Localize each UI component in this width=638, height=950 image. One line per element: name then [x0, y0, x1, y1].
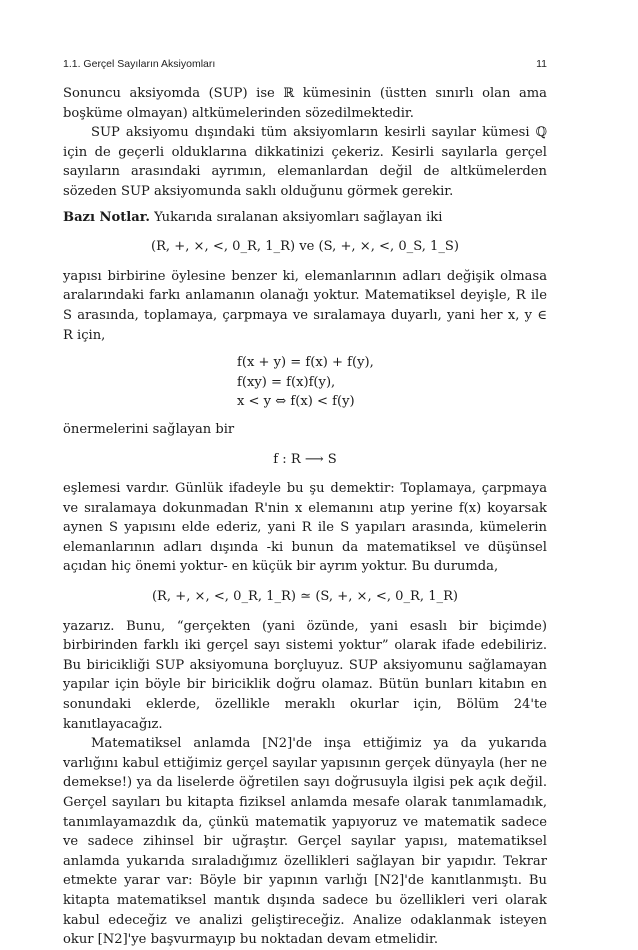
paragraph-notes — [63, 208, 547, 228]
paragraph-structure: yapısı birbirine öylesine benzer ki, elemanlarının adları değişik olmasa aralarındaki farkı anlamanın olanağı yoktur. Matematiksel deyişle, R ile S arasında, toplamaya, çarpmaya ve sıralamaya duyarlı, yani her x, y ∈ R için, — [63, 268, 547, 343]
equation-order: x < y ⇔ f(x) < f(y) — [237, 394, 355, 410]
display-structures: (R, +, ×, <, 0_R, 1_R) ve (S, +, ×, <, 0_S, 1_S) — [150, 239, 460, 255]
notes-heading: Bazı Notlar. — [63, 209, 150, 225]
paragraph-rational: SUP aksiyomu dışındaki tüm aksiyomların kesirli sayılar kümesi ℚ için de geçerli olduklarına dikkatinizi çekeriz. Kesirli sayılarla gerçel sayıların arasındaki ayrımın, elemanlardan değil de altkümelerden sözeden SUP aksiyomunda saklı olduğunu görmek gerekir. — [63, 125, 547, 199]
equation-additive: f(x + y) = f(x) + f(y), — [237, 355, 374, 371]
paragraph-mapping: eşlemesi vardır. Günlük ifadeyle bu şu demektir: Toplamaya, çarpmaya ve sıralamaya dokunmadan R'nin x elemanını atıp yerine f(x) koyarsak aynen S yapısını elde ederiz, yani R ile S yapıları arasında, kümelerin elemanlarının adları dışında -ki bunun da matematiksel ve düşünsel açıdan hiç önemi yoktur- en küçük bir ayrım yoktur. Bu durumda, — [63, 481, 547, 575]
notes-intro: Yukarıda sıralanan aksiyomları sağlayan iki — [154, 209, 443, 225]
page-number: 11 — [536, 58, 547, 70]
paragraph-uniqueness: yazarız. Bunu, “gerçekten (yani özünde, yani esaslı bir biçimde) birbirinden farklı iki gerçel sayı sistemi yoktur” olarak ifade edebiliriz. Bu biricikliği SUP aksiyomuna borçluyuz. SUP aksiyomunu sağlamayan yapılar için böyle bir biriciklik doğru olamaz. Bütün bunları kitabın en sonundaki eklerde, özellikle meraklı okurlar için, Bölüm 24'te kanıtlayacağız. — [63, 618, 547, 732]
display-map: f : R ⟶ S — [273, 451, 337, 467]
equation-block — [63, 353, 547, 412]
equation-multiplicative: f(xy) = f(x)f(y), — [237, 374, 336, 390]
body-text — [63, 84, 547, 950]
display-isomorphism: (R, +, ×, <, 0_R, 1_R) ≃ (S, +, ×, <, 0_R, 1_R) — [151, 589, 459, 605]
paragraph-propositions: önermelerini sağlayan bir — [63, 421, 235, 437]
section-title: 1.1. Gerçel Sayıların Aksiyomları — [63, 58, 216, 70]
paragraph-construction: Matematiksel anlamda [N2]'de inşa ettiğimiz ya da yukarıda varlığını kabul ettiğimiz gerçel sayılar yapısının gerçek dünyayla (her ne demekse!) ya da liselerde öğretilen sayı doğrusuyla ilgisi pek açık değil. Gerçel sayıları bu kitapta fiziksel anlamda mesafe olarak tanımlamadık, tanımlayamazdık da, çünkü matematik yapıyoruz ve matematik sadece ve sadece zihinsel bir uğraştır. Gerçel sayılar yapısı, matematiksel anlamda yukarıda sıraladığımız özellikleri sağlayan bir yapıdır. Tekrar etmekte yarar var: Böyle bir yapının varlığı [N2]'de kanıtlanmıştı. Bu kitapta matematiksel mantık dışında sadece bu özellikleri veri olarak kabul edeceğiz ve analizi geliştireceğiz. Analize odaklanmak isteyen okur [N2]'ye başvurmayıp bu noktadan devam etmelidir. — [63, 736, 547, 948]
paragraph-sup: Sonuncu aksiyomda (SUP) ise ℝ kümesinin (üstten sınırlı olan ama boşküme olmayan) altkümelerinden sözedilmektedir. — [63, 86, 547, 121]
